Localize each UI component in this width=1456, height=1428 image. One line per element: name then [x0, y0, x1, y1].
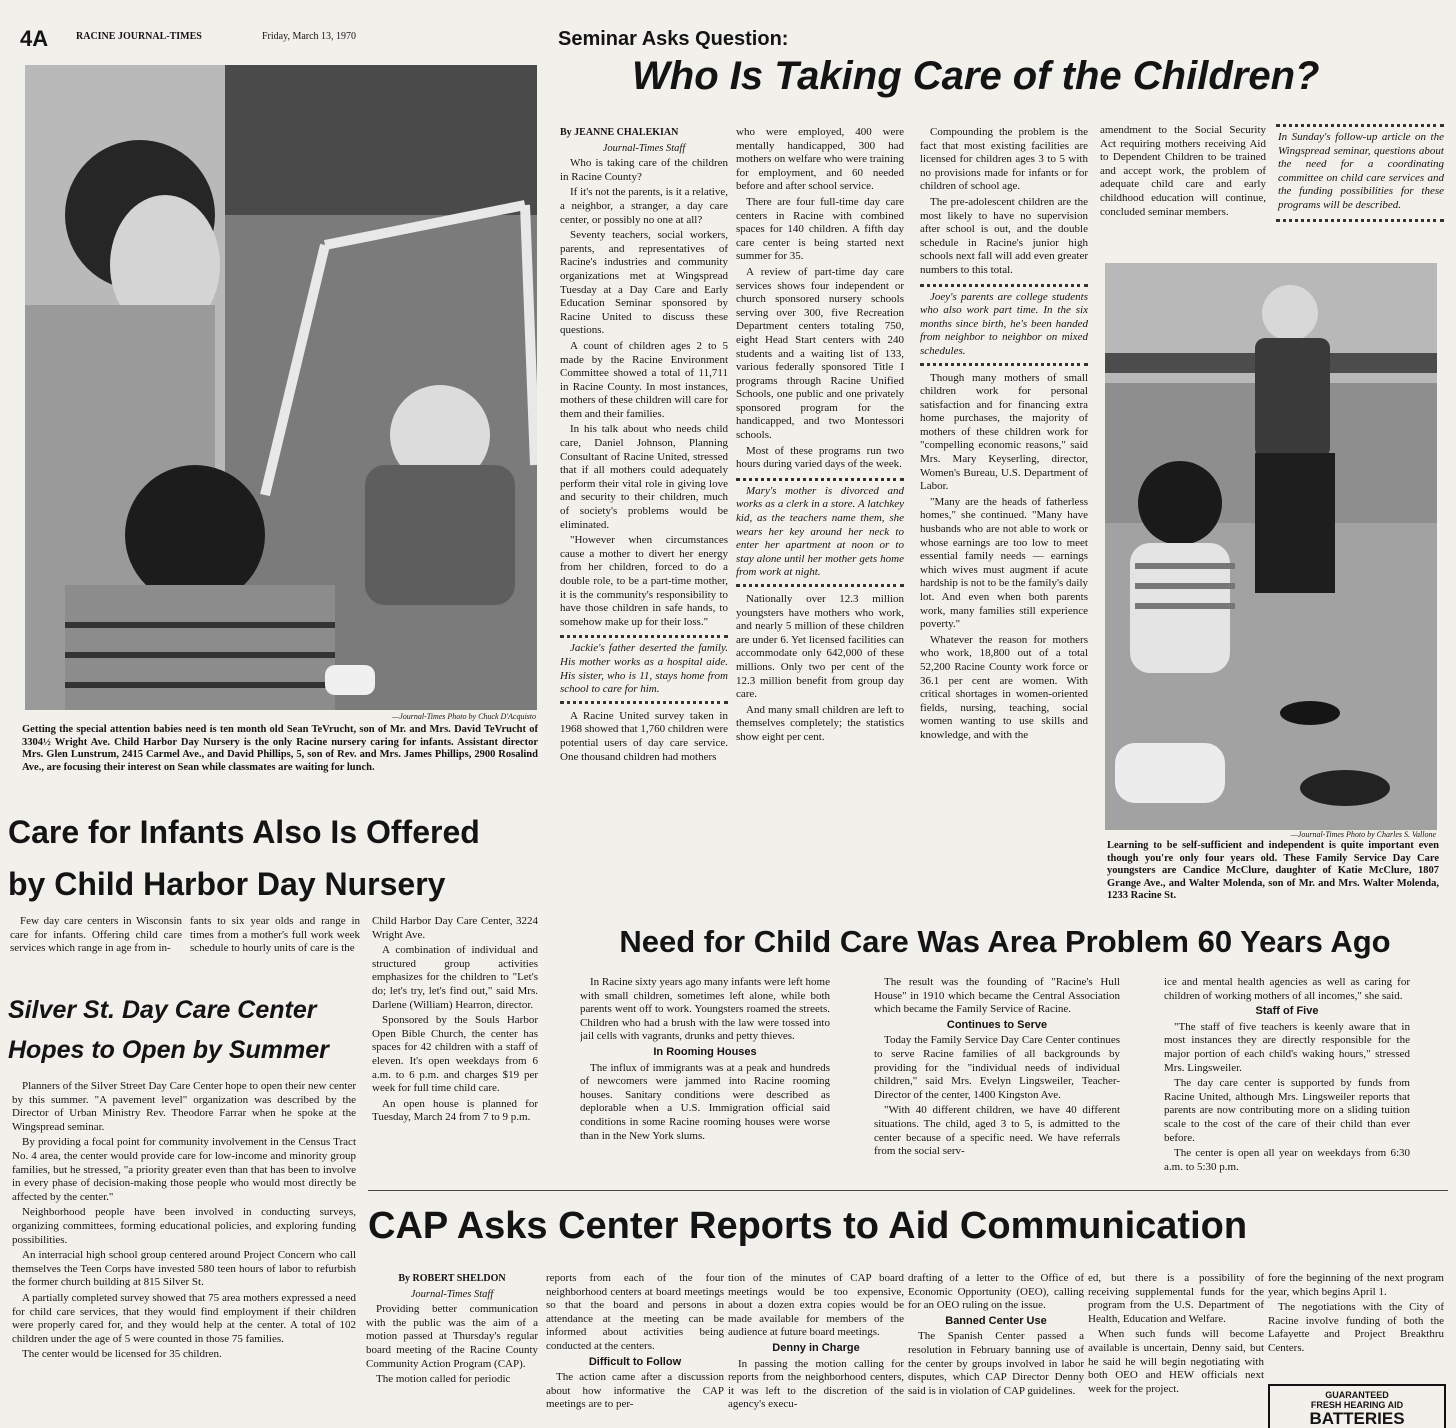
infants-col3: [372, 915, 538, 1127]
cap-byline: By ROBERT SHELDON: [398, 1273, 506, 1284]
silver-body: [12, 1080, 356, 1364]
paragraph: Seventy teachers, social workers, parents, and representatives of Racine's industries and community organizations met at Wingspread Tuesday at a Day Care and Early Education Seminar sponsored by Racine United to discuss these questions.: [560, 229, 728, 337]
infants-col1-text: Few day care centers in Wisconsin care for infants. Offering child care services which range in age from in-: [10, 915, 182, 955]
silver-headline-line1: Silver St. Day Care Center: [8, 996, 317, 1024]
paragraph: The negotiations with the City of Racine involve funding of both the Lafayette and Project Breakthru Centers.: [1268, 1301, 1444, 1354]
need-col3: [1164, 976, 1410, 1186]
cap-col6: [1268, 1272, 1444, 1372]
paragraph: When such funds will become available is uncertain, Denny said, but he said he will begin negotiating with both OEO and HEW officials next week for the project.: [1088, 1328, 1264, 1395]
paper-name: RACINE JOURNAL-TIMES: [76, 31, 202, 42]
cap-col1: [366, 1272, 538, 1422]
main-byline: By JEANNE CHALEKIAN: [560, 127, 679, 138]
paragraph: In passing the motion calling for reports from the neighborhood centers, it was left to the discretion of the agency's execu-: [728, 1357, 904, 1411]
paragraph: The influx of immigrants was at a peak and hundreds of newcomers were jammed into Racine rooming houses. Sanitary conditions were described as deplorable when a U.S. Immigration official said conditions in some Racine rooming houses were worse than in the New York slums.: [580, 1061, 830, 1142]
subhead: Continues to Serve: [946, 1018, 1048, 1031]
infants-col1: [10, 915, 182, 958]
paragraph: The result was the founding of "Racine's Hull House" in 1910 which became the Central Association which became the Family Service of Racine.: [874, 976, 1120, 1016]
paragraph: tion of the minutes of CAP board meetings would be too expensive, about a dozen extra copies would be made available for members of the audience at future board meetings.: [728, 1272, 904, 1339]
paragraph: The center is open all year on weekdays from 6:30 a.m. to 5:30 p.m.: [1164, 1147, 1410, 1173]
divider: [1276, 219, 1444, 222]
paragraph: An interracial high school group centered around Project Concern who call themselves the Teen Corps have invested 580 teen hours of labor to refurbish the former church building at 815 Silver St.: [12, 1249, 356, 1289]
paragraph: Compounding the problem is the fact that most existing facilities are licensed for children ages 3 to 5 with no provisions made for infants or for children of school age.: [920, 126, 1088, 193]
paragraph: The day care center is supported by funds from Racine United, although Mrs. Lingsweiler reports that parents are now contributing more on a sliding tuition scale to the cost of the care of their child than ever before.: [1164, 1077, 1410, 1144]
cap-col4: [908, 1272, 1084, 1422]
paragraph: In Racine sixty years ago many infants were left home with small children, sometimes left alone, while both parents went off to work. Youngsters roamed the streets. Children who had a brush with the law were tossed into jail cells with vagrants, drunks and petty thieves.: [580, 976, 830, 1043]
photo2-caption: Learning to be self-sufficient and independent is quite important even though you're only four years old. These Family Service Day Care youngsters are Candice McClure, daughter of Katie McClure, 1807 Grange Ave., and Walter Molenda, son of Mr. and Mrs. Walter Molenda, 1233 Racine St.: [1107, 840, 1439, 901]
paragraph: "With 40 different children, we have 40 different situations. The child, aged 3 to 5, is admitted to the center because of a specific need. We have referrals from the social serv-: [874, 1104, 1120, 1158]
infants-headline: [8, 806, 538, 910]
paragraph: Who is taking care of the children in Racine County?: [560, 157, 728, 183]
main-headline: Who Is Taking Care of the Children?: [632, 54, 1320, 98]
main-col3-box: Joey's parents are college students who also work part time. In the six months since birth, he's been handed from neighbor to neighbor on mixed schedules.: [920, 290, 1088, 357]
cap-col5: [1088, 1272, 1264, 1422]
subhead: Banned Center Use: [945, 1314, 1047, 1327]
cap-col2: [546, 1272, 724, 1422]
main-col1: [560, 126, 728, 911]
paragraph: The action came after a discussion about how informative the CAP meetings are to per-: [546, 1371, 724, 1411]
issue-date: Friday, March 13, 1970: [262, 31, 357, 42]
divider: [560, 701, 728, 704]
photo1-credit: —Journal-Times Photo by Chuck D'Acquisto: [392, 712, 536, 721]
divider: [736, 478, 904, 481]
divider: [920, 363, 1088, 366]
followup-note-box: [1276, 124, 1444, 254]
infants-headline-line1: Care for Infants Also Is Offered: [8, 814, 480, 850]
page-number: 4A: [20, 26, 49, 51]
divider: [1276, 124, 1444, 127]
paragraph: The pre-adolescent children are the most likely to have no supervision after school is out, and the double schedule in Racine's junior high schools next fall will add even greater numbers to this total.: [920, 195, 1088, 276]
ad-line2: FRESH HEARING AID: [1310, 1400, 1404, 1410]
silver-headline: [8, 990, 368, 1070]
ad-line3: BATTERIES: [1309, 1409, 1405, 1428]
infants-col2-text: fants to six year olds and range in times from a mother's full work week schedule to hourly units of care is the: [190, 915, 360, 955]
followup-note: In Sunday's follow-up article on the Wingspread seminar, questions about the need for a coordinating committee on child care services and the funding possibilities for these programs will be described.: [1278, 131, 1444, 211]
subhead: Denny in Charge: [772, 1341, 860, 1354]
paragraph: If it's not the parents, is it a relative, a neighbor, a stranger, a day care center, or possibly no one at all?: [560, 186, 728, 226]
paragraph: Today the Family Service Day Care Center continues to serve Racine families of all backgrounds by providing for the "individual needs of individual children," said Mrs. Evelyn Lingsweiler, Teacher-Director of the center, 1400 Kingston Ave.: [874, 1034, 1120, 1101]
paragraph: And many small children are left to themselves completely; the statistics show eight per cent.: [736, 703, 904, 743]
paragraph: Providing better communication with the public was the aim of a motion passed at Thursday's regular board meeting of the Racine County Community Action Program (CAP).: [366, 1303, 538, 1370]
paragraph: drafting of a letter to the Office of Economic Opportunity (OEO), calling for an OEO ruling on the issue.: [908, 1272, 1084, 1312]
paragraph: A partially completed survey showed that 75 area mothers expressed a need for child care services, that they would find employment if their children were properly cared for, and they would help at the center. A total of 102 children under the age of 5 were counted in those 75 families.: [12, 1291, 356, 1345]
main-byline-role: Journal-Times Staff: [602, 142, 686, 154]
paragraph: By providing a focal point for community involvement in the Census Tract No. 4 area, the center would provide care for low-income and minority group families, but he stressed, "a priority greater even than that has been to involve in every phase of decision-making those people who would most directly be affected by the center.": [12, 1136, 356, 1203]
paragraph: who were employed, 400 were mentally handicapped, 300 had mothers on welfare who were training for employment, and 60 needed before and after school service.: [736, 126, 904, 193]
cap-byline-role: Journal-Times Staff: [410, 1288, 494, 1300]
paragraph: Most of these programs run two hours during varied days of the week.: [736, 444, 904, 471]
ad-line1: GUARANTEED: [1325, 1390, 1389, 1400]
paragraph: fore the beginning of the next program year, which begins April 1.: [1268, 1272, 1444, 1298]
photo1-caption: Getting the special attention babies need is ten month old Sean TeVrucht, son of Mr. and Mrs. David TeVrucht of 3304½ Wright Ave. Child Harbor Day Nursery is the only Racine nursery caring for infants. Assistant director Mrs. Glen Lunstrum, 2415 Carmel Ave., and David Phillips, 5, son of Rev. and Mrs. James Phillips, 2900 Rosalind Ave., are focusing their interest on Sean while classmates are waiting for lunch.: [22, 724, 538, 773]
paragraph: Sponsored by the Souls Harbor Open Bible Church, the center has spaces for 42 children with a staff of eleven. It's open weekdays from 6 a.m. to 6 p.m. and charges $19 per week for full time child care.: [372, 1014, 538, 1095]
paragraph: "Many are the heads of fatherless homes," she continued. "Many have husbands who are not able to work or whose earnings are too low to meet essential family needs — earnings which wives must augment if acute hardship is not to be the family's daily lot. And even when both parents work, many families still experience poverty.": [920, 495, 1088, 631]
paragraph: Whatever the reason for mothers who work, 18,800 out of a total 52,200 Racine County work force or 36.1 per cent are women. With critical shortages in women-oriented fields, nursing, teaching, social women wanting to use skills and knowledge, and with the: [920, 633, 1088, 741]
paragraph: ed, but there is a possibility of receiving supplemental funds for the program from the U.S. Department of Health, Education and Welfare.: [1088, 1272, 1264, 1325]
paragraph: ice and mental health agencies as well as caring for children of working mothers of all incomes," she said.: [1164, 976, 1410, 1002]
paragraph: A Racine United survey taken in 1968 showed that 1,760 children were potential users of day care service. One thousand children had mothers: [560, 709, 728, 763]
photo2-credit: —Journal-Times Photo by Charles S. Vallone: [1290, 830, 1436, 839]
silver-headline-line2: Hopes to Open by Summer: [8, 1036, 329, 1064]
paragraph: The center would be licensed for 35 children.: [22, 1348, 222, 1361]
paragraph: There are four full-time day care centers in Racine with combined spaces for 140 children. A fifth day care center is being started next summer for 35.: [736, 195, 904, 263]
main-col3: [920, 126, 1088, 911]
paragraph: "The staff of five teachers is keenly aware that in most instances they are directly responsible for the major portion of each child's waking hours," stressed Mrs. Lingsweiler.: [1164, 1020, 1410, 1074]
subhead: Difficult to Follow: [588, 1355, 682, 1368]
infants-headline-line2: by Child Harbor Day Nursery: [8, 866, 446, 902]
battery-ad: [1268, 1384, 1446, 1428]
section-rule: [368, 1190, 1448, 1191]
cap-headline: CAP Asks Center Reports to Aid Communication: [368, 1205, 1248, 1247]
divider: [920, 284, 1088, 287]
paragraph: reports from each of the four neighborhood centers at board meetings so that the board and persons in attendance at the meeting can be informed about activities being conducted at the centers.: [546, 1272, 724, 1352]
nursery-photo: [25, 65, 537, 710]
paragraph: A review of part-time day care services shows four independent or church sponsored nursery schools serving over 300, five Recreation Department centers totaling 750, eight Head Start centers with 240 students and a waiting list of 133, various federally sponsored Title I programs through Racine Unified Schools, one public and one privately sponsored program for the handicapped, and two Montessori schools.: [736, 265, 904, 442]
paragraph: The Spanish Center passed a resolution in February banning use of the center by groups involved in labor disputes, which CAP Director Denny said is in violation of CAP guidelines.: [908, 1330, 1084, 1397]
main-col1-box: Jackie's father deserted the family. His mother works as a hospital aide. His sister, who is 11, stays home from school to care for him.: [560, 642, 728, 696]
paragraph: An open house is planned for Tuesday, March 24 from 7 to 9 p.m.: [372, 1097, 538, 1124]
paragraph: A combination of individual and structured group activities emphasizes for the children to "Let's do; let's try, let's find out," said Mrs. Darlene (William) Hearron, director.: [372, 944, 538, 1011]
paragraph: amendment to the Social Security Act requiring mothers receiving Aid to Dependent Children to be trained and accept work, the problem of adequate child care and early childhood education will continue, concluded seminar members.: [1100, 124, 1266, 218]
main-col2: [736, 126, 904, 911]
need-headline: Need for Child Care Was Area Problem 60 Years Ago: [619, 924, 1391, 959]
need-col1: [580, 976, 830, 1186]
paragraph: Planners of the Silver Street Day Care Center hope to open their new center by this summer. "A pavement level" organization was described by the Director of Urban Ministry Rev. Theodore Farrar when he spoke at the Wingspread seminar.: [12, 1080, 356, 1133]
children-photo: [1105, 263, 1437, 830]
main-col2-box: Mary's mother is divorced and works as a clerk in a store. A latchkey kid, as the teachers name them, she wears her key around her neck to enter her apartment at noon or to stay alone until her mother gets home from work at night.: [736, 484, 904, 579]
paragraph: The motion called for periodic: [376, 1373, 511, 1386]
main-col4: [1100, 124, 1266, 254]
paragraph: Neighborhood people have been involved in conducting surveys, organizing committees, forming educational policies, and exploring funding possibilities.: [12, 1206, 356, 1246]
divider: [560, 635, 728, 638]
subhead: In Rooming Houses: [653, 1045, 757, 1058]
paragraph: Child Harbor Day Care Center, 3224 Wright Ave.: [372, 915, 538, 941]
paragraph: In his talk about who needs child care, Daniel Johnson, Planning Consultant of Racine United, stressed that if all mothers could adequately perform their vital role in giving love and security to their children, much of society's problems would be eliminated.: [560, 423, 728, 531]
subhead: Staff of Five: [1255, 1005, 1319, 1018]
divider: [736, 584, 904, 587]
need-col2: [874, 976, 1120, 1186]
paragraph: "However when circumstances cause a mother to divert her energy from her children, forced to do a double role, to be a part-time mother, it is the community's responsibility to have those children in safe hands, to somehow make up for their loss.": [560, 534, 728, 628]
main-kicker: Seminar Asks Question:: [558, 28, 789, 50]
cap-col3: [728, 1272, 904, 1422]
paragraph: Though many mothers of small children work for personal satisfaction and for financing extra home purchases, the majority of mothers of these children work for "compelling economic reasons," said Mrs. Mary Keyserling, director, Women's Bureau, U.S. Department of Labor.: [920, 371, 1088, 493]
paragraph: A count of children ages 2 to 5 made by the Racine Environment Committee showed a total of 11,711 in Racine County. In most instances, mothers of these children will care for them and their families.: [560, 339, 728, 420]
infants-col2: [190, 915, 360, 958]
paragraph: Nationally over 12.3 million youngsters have mothers who work, and nearly 5 million of these children are under 6. Yet licensed facilities can accommodate only 642,000 of these millions. Only two per cent of the 12.3 million benefit from group day care.: [736, 593, 904, 701]
